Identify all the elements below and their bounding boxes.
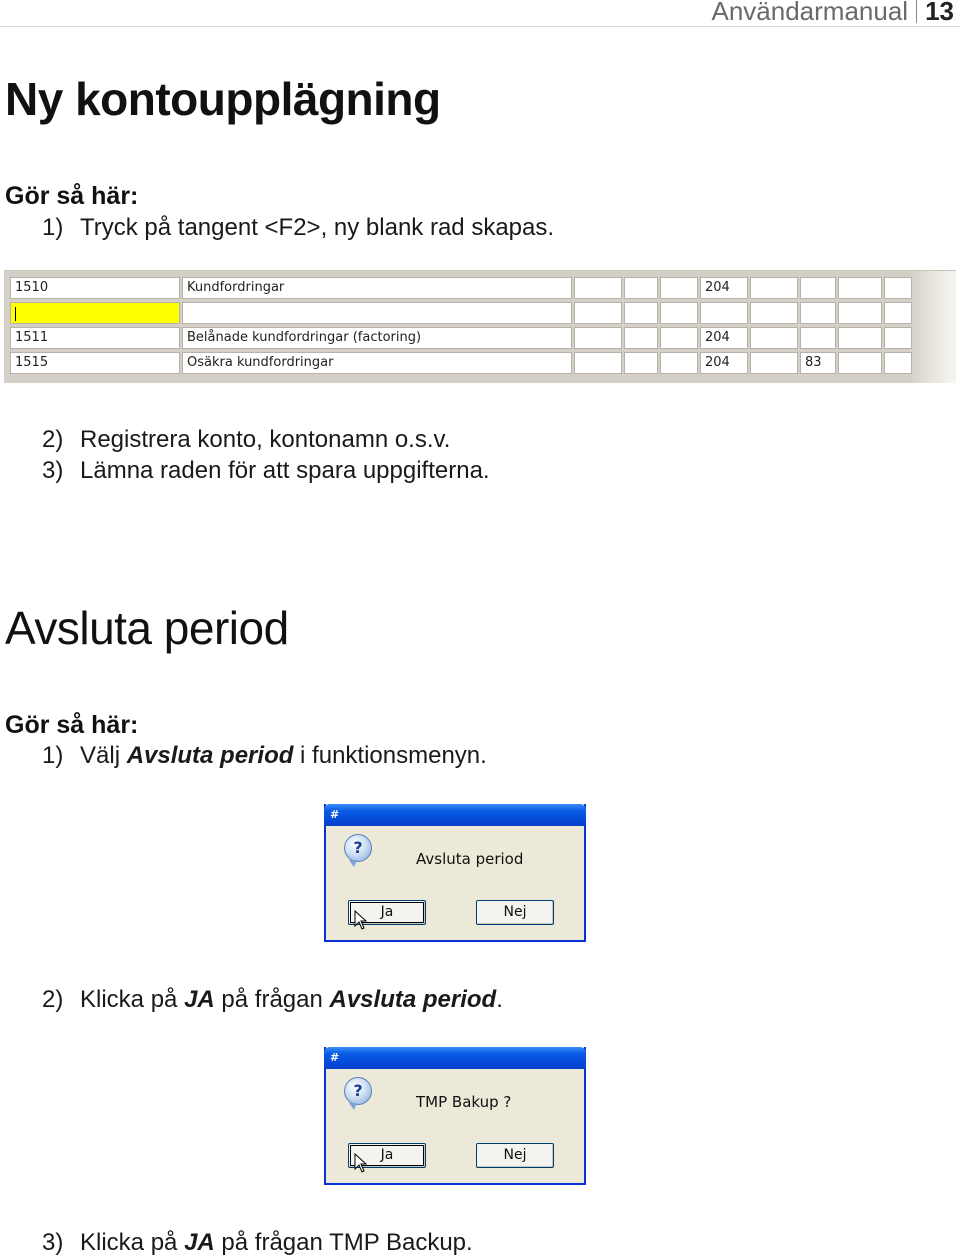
mouse-cursor-icon [354, 1153, 368, 1173]
instructions-label: Gör så här: [5, 182, 139, 210]
cell-empty[interactable] [750, 302, 798, 324]
step-text: Välj [80, 742, 127, 769]
instructions-label: Gör så här: [5, 711, 139, 739]
question-icon: ? [344, 834, 372, 862]
cell-empty[interactable] [838, 352, 882, 374]
step-2-close-period [42, 986, 503, 1014]
cell-account-new[interactable] [10, 302, 180, 324]
cell-empty[interactable] [838, 302, 882, 324]
step-3-close-period [42, 1229, 473, 1257]
button-reference: JA [184, 986, 215, 1013]
step-number: 3) [42, 1229, 64, 1256]
page-header [712, 0, 955, 27]
button-reference: JA [184, 1229, 215, 1256]
no-button[interactable]: Nej [476, 900, 554, 925]
step-text: på frågan [214, 986, 330, 1013]
section-heading-close-period: Avsluta period [5, 602, 289, 654]
step-number: 1) [42, 742, 64, 769]
step-text: på frågan TMP Backup. [214, 1229, 473, 1256]
dialog-titlebar: # [324, 1047, 586, 1069]
cell-empty[interactable] [660, 277, 698, 299]
cell-account[interactable]: 1511 [10, 327, 180, 349]
cell-empty[interactable] [884, 302, 912, 324]
cell-empty[interactable] [750, 277, 798, 299]
cell-empty[interactable] [660, 327, 698, 349]
text-caret [15, 307, 16, 321]
step-text: Lämna raden för att spara uppgifterna. [80, 457, 490, 484]
step-text: Tryck på tangent <F2>, ny blank rad skapas. [80, 214, 555, 241]
step-1-new-account [42, 214, 554, 242]
cell-empty[interactable] [624, 277, 658, 299]
step-text: Klicka på [80, 1229, 185, 1256]
cell-col3[interactable] [700, 302, 748, 324]
cell-col4[interactable] [800, 302, 836, 324]
step-text: Registrera konto, kontonamn o.s.v. [80, 426, 451, 453]
dialog-titlebar: # [324, 804, 586, 826]
step-number: 1) [42, 214, 64, 241]
cell-col4[interactable] [800, 327, 836, 349]
page-number: 13 [925, 0, 954, 26]
dialog-message: TMP Bakup ? [416, 1093, 512, 1111]
cell-empty[interactable] [624, 327, 658, 349]
step-1-close-period [42, 742, 487, 770]
header-rule [0, 26, 960, 27]
table-scroll-edge [910, 271, 956, 383]
cell-empty[interactable] [838, 327, 882, 349]
dialog-close-period [324, 804, 586, 942]
mouse-cursor-icon [354, 910, 368, 930]
step-2-new-account [42, 426, 450, 454]
cell-empty[interactable] [660, 352, 698, 374]
menu-item-reference: Avsluta period [126, 742, 294, 769]
section-heading-new-account: Ny kontoupplägning [5, 73, 441, 125]
cell-empty[interactable] [884, 277, 912, 299]
step-number: 2) [42, 426, 64, 453]
cell-col4[interactable] [800, 277, 836, 299]
cell-col4[interactable]: 83 [800, 352, 836, 374]
cell-col3[interactable]: 204 [700, 277, 748, 299]
cell-empty[interactable] [574, 352, 622, 374]
question-reference: Avsluta period [329, 986, 497, 1013]
cell-empty[interactable] [750, 327, 798, 349]
cell-empty[interactable] [838, 277, 882, 299]
cell-empty[interactable] [660, 302, 698, 324]
step-number: 2) [42, 986, 64, 1013]
cell-empty[interactable] [624, 352, 658, 374]
step-text: . [496, 986, 503, 1013]
cell-empty[interactable] [884, 352, 912, 374]
step-number: 3) [42, 457, 64, 484]
no-button[interactable]: Nej [476, 1143, 554, 1168]
cell-empty[interactable] [574, 302, 622, 324]
step-text: Klicka på [80, 986, 185, 1013]
cell-account[interactable]: 1510 [10, 277, 180, 299]
cell-empty[interactable] [884, 327, 912, 349]
cell-col3[interactable]: 204 [700, 327, 748, 349]
question-icon: ? [344, 1077, 372, 1105]
dialog-message: Avsluta period [416, 850, 524, 868]
manual-title: Användarmanual [711, 0, 909, 26]
yes-button[interactable]: Ja [348, 1143, 426, 1168]
cell-empty[interactable] [574, 327, 622, 349]
account-table [4, 270, 956, 383]
dialog-tmp-backup [324, 1047, 586, 1185]
cell-account-name[interactable]: Osäkra kundfordringar [182, 352, 572, 374]
step-text: i funktionsmenyn. [293, 742, 487, 769]
cell-col3[interactable]: 204 [700, 352, 748, 374]
cell-empty[interactable] [750, 352, 798, 374]
header-divider [916, 0, 917, 23]
cell-account-name[interactable] [182, 302, 572, 324]
step-3-new-account [42, 457, 490, 485]
cell-empty[interactable] [624, 302, 658, 324]
cell-empty[interactable] [574, 277, 622, 299]
cell-account[interactable]: 1515 [10, 352, 180, 374]
cell-account-name[interactable]: Belånade kundfordringar (factoring) [182, 327, 572, 349]
cell-account-name[interactable]: Kundfordringar [182, 277, 572, 299]
yes-button[interactable]: Ja [348, 900, 426, 925]
